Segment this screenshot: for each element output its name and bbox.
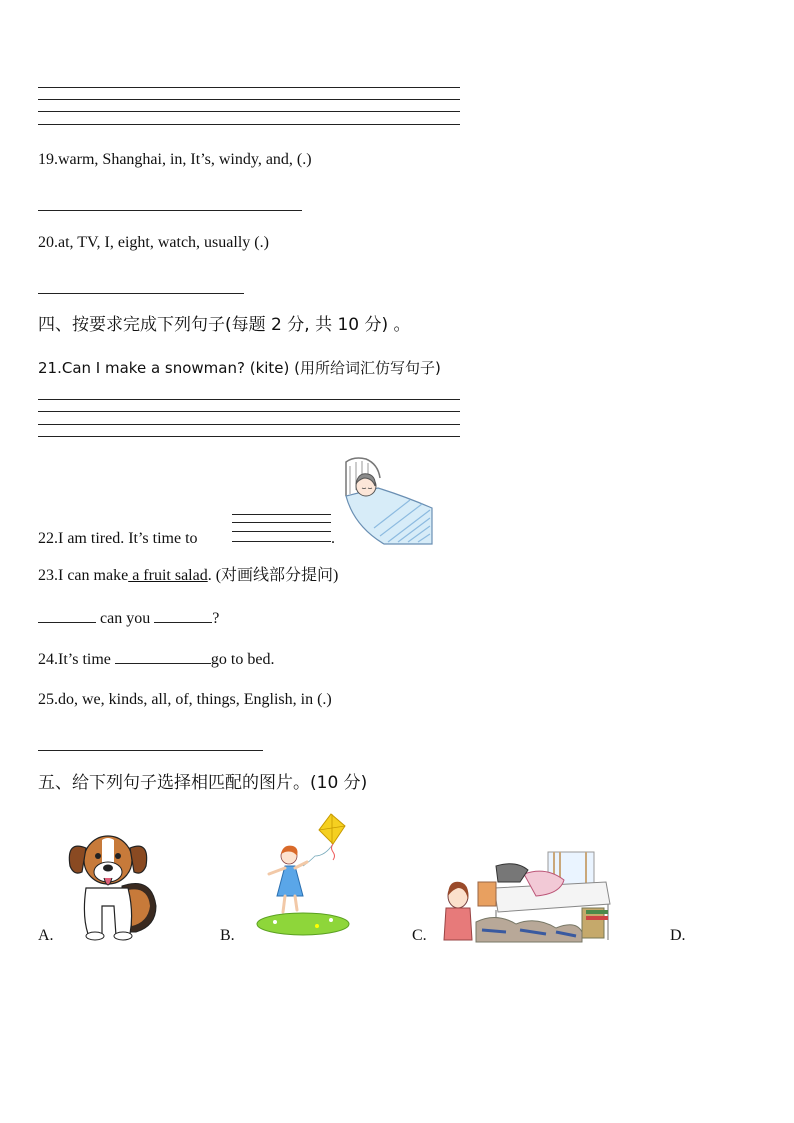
question-suffix: go to bed.: [210, 651, 275, 668]
question-22: [38, 529, 198, 549]
girl-flying-kite-picture: [255, 812, 351, 938]
question-text: Can I make a snowman? (kite) (用所给词汇仿写句子): [61, 359, 441, 377]
option-c-label: C.: [412, 927, 427, 944]
answer-line[interactable]: [38, 124, 460, 125]
question-25: [38, 690, 332, 710]
dog-picture: [62, 826, 160, 942]
answer-line[interactable]: [232, 522, 331, 523]
question-text: I am tired. It’s time to: [58, 530, 198, 547]
question-number: 25.: [38, 691, 58, 708]
answer-line[interactable]: [38, 436, 460, 437]
question-21: [38, 358, 441, 378]
answer-line[interactable]: [38, 87, 460, 88]
answer-line[interactable]: [232, 541, 331, 542]
question-20: [38, 233, 269, 253]
answer-line-25[interactable]: [38, 750, 263, 751]
question-suffix: . (对画线部分提问): [207, 567, 339, 584]
answer-line[interactable]: [38, 111, 460, 112]
answer-line[interactable]: [38, 399, 460, 400]
underlined-phrase: a fruit salad: [128, 567, 208, 584]
question-22-period: .: [331, 530, 335, 547]
question-text: do, we, kinds, all, of, things, English, in (.): [58, 691, 332, 708]
question-prefix: It’s time: [58, 651, 111, 668]
option-d-label: D.: [670, 927, 686, 944]
answer-line[interactable]: [38, 99, 460, 100]
question-number: 21.: [38, 359, 62, 377]
answer-line[interactable]: [38, 424, 460, 425]
option-b-label: B.: [220, 927, 235, 944]
question-number: 20.: [38, 234, 58, 251]
section-4-title: 四、按要求完成下列句子(每题 2 分, 共 10 分) 。: [38, 315, 411, 335]
answer-line-19[interactable]: [38, 210, 302, 211]
question-number: 24.: [38, 651, 58, 668]
option-a-label: A.: [38, 927, 54, 944]
question-19: [38, 150, 312, 170]
question-number: 19.: [38, 151, 58, 168]
sleeping-girl-picture: [344, 456, 432, 546]
question-24: [38, 649, 274, 670]
answer-line-20[interactable]: [38, 293, 244, 294]
answer-line[interactable]: [232, 531, 331, 532]
blank[interactable]: [154, 608, 212, 623]
answer-line[interactable]: [232, 514, 331, 515]
blank[interactable]: [38, 608, 96, 623]
blank[interactable]: [115, 649, 211, 664]
question-number: 22.: [38, 530, 58, 547]
answer-end: ?: [212, 610, 220, 627]
question-23: [38, 566, 338, 586]
question-text: at, TV, I, eight, watch, usually (.): [58, 234, 269, 251]
question-number: 23.: [38, 567, 58, 584]
messy-room-picture: [436, 852, 612, 942]
answer-text: can you: [100, 610, 151, 627]
section-5-title: 五、给下列句子选择相匹配的图片。(10 分): [38, 773, 368, 793]
answer-line[interactable]: [38, 411, 460, 412]
question-text: warm, Shanghai, in, It’s, windy, and, (.): [58, 151, 312, 168]
question-prefix: I can make: [58, 567, 129, 584]
answer-23: [38, 608, 219, 629]
